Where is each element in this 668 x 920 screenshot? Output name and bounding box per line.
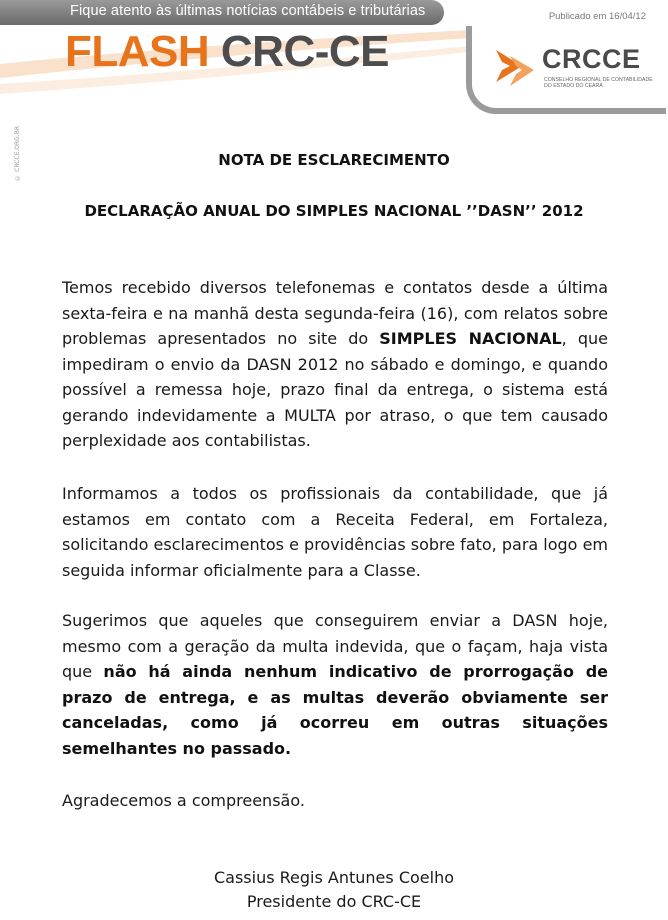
logo-subtitle-line-2: DO ESTADO DO CEARÁ	[544, 83, 603, 89]
crcce-chevron-icon	[492, 44, 540, 92]
brand-flash: FLASH	[65, 27, 210, 76]
paragraph-1-bold: SIMPLES NACIONAL	[379, 329, 562, 348]
notice-title: NOTA DE ESCLARECIMENTO	[218, 151, 450, 169]
flash-crc-ce-title	[65, 27, 389, 76]
published-date: Publicado em 16/04/12	[548, 11, 646, 22]
logo-subtitle	[544, 77, 664, 89]
paragraph-1-text-b: , que impediram o envio da DASN 2012 no sábado e domingo, e quando possível a remessa hoje, prazo final da entrega, o sistema está gerando indevidamente a MULTA por atraso, o que tem causado perplexidade aos contabilistas.	[62, 329, 608, 450]
signature-name: Cassius Regis Antunes Coelho	[213, 868, 454, 887]
crcce-logo	[466, 26, 666, 114]
banner-tagline: Fique atento às últimas notícias contábeis e tributárias	[70, 3, 426, 19]
signature-role: Presidente do CRC-CE	[246, 892, 422, 911]
logo-subtitle-line-1: CONSELHO REGIONAL DE CONTABILIDADE	[544, 77, 653, 83]
paragraph-3-bold: não há ainda nenhum indicativo de prorrogação de prazo de entrega, e as multas deverão obviamente ser canceladas, como já ocorreu em outras situações semelhantes no passado.	[62, 662, 608, 758]
paragraph-1	[62, 275, 608, 454]
paragraph-3-text: Sugerimos que aqueles que conseguirem enviar a DASN hoje, mesmo com a geração da multa indevida, que o façam, haja vista que	[62, 611, 608, 681]
logo-name: CRCCE	[542, 44, 641, 74]
paragraph-4: Agradecemos a compreensão.	[62, 791, 305, 810]
paragraph-3	[62, 608, 608, 761]
side-watermark: © CRCCE.ORG.BR	[14, 126, 21, 181]
header-banner	[0, 0, 444, 25]
notice-subtitle: DECLARAÇÃO ANUAL DO SIMPLES NACIONAL ’’DASN’’ 2012	[84, 202, 584, 220]
paragraph-2: Informamos a todos os profissionais da contabilidade, que já estamos em contato com a Receita Federal, em Fortaleza, solicitando esclarecimentos e providências sobre fato, para logo em seguida informar oficialmente para a Classe.	[62, 484, 608, 580]
paragraph-1-text-a: Temos recebido diversos telefonemas e contatos desde a última sexta-feira e na manhã desta segunda-feira (16), com relatos sobre problemas apresentados no site do	[62, 278, 608, 348]
signature-block	[0, 866, 668, 914]
brand-crc-ce: CRC-CE	[220, 27, 389, 76]
